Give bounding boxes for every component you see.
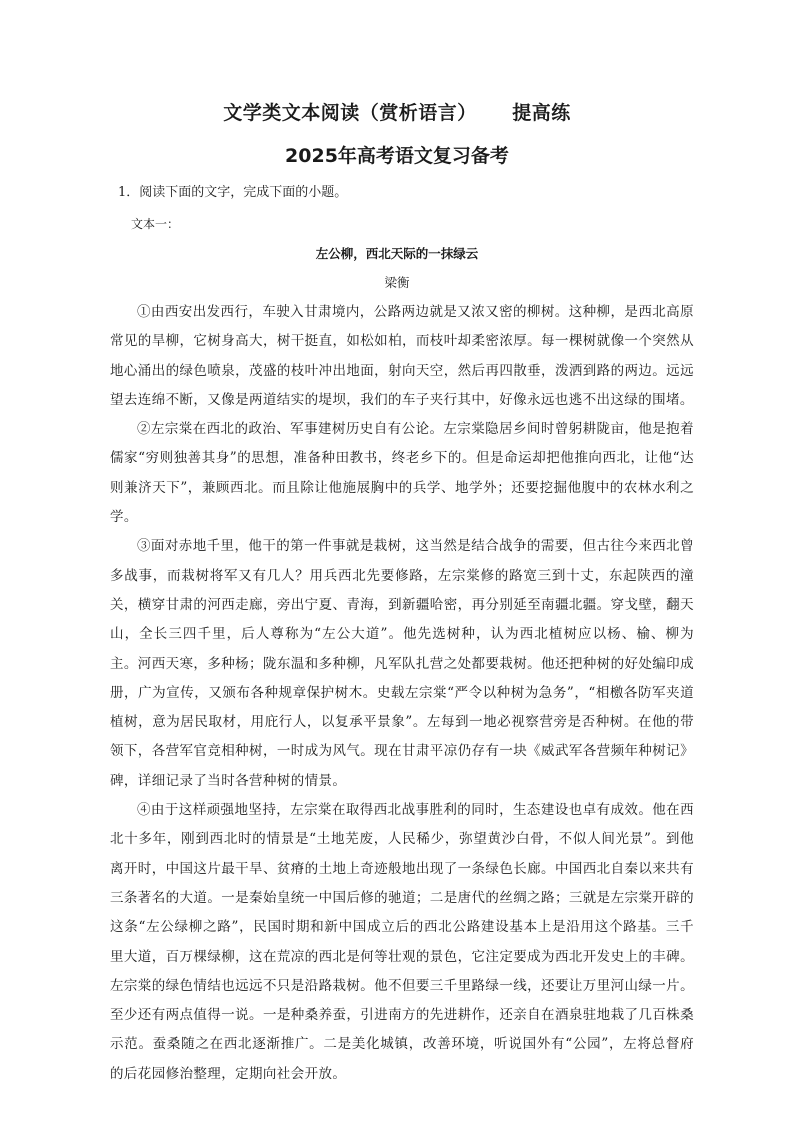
paragraph-2: ②左宗棠在西北的政治、军事建树历史自有公论。左宗棠隐居乡间时曾躬耕陇亩，他是抱着儒家“穷则独善其身”的思想，准备种田教书，终老乡下的。但是命运却把他推向西北，让他“达则兼济天下”，兼顾西北。而且除让他施展胸中的兵学、地学外；还要挖掘他腹中的农林水利之学。 [110, 421, 694, 526]
document-subtitle: 2025年高考语文复习备考 [285, 145, 509, 167]
article-author: 梁衡 [384, 275, 410, 290]
paragraph-1: ①由西安出发西行，车驶入甘肃境内，公路两边就是又浓又密的柳树。这种柳，是西北高原常见的旱柳，它树身高大，树干挺直，如松如柏，而枝叶却柔密浓厚。每一棵树就像一个突然从地心涌出的绿色喷泉，茂盛的枝叶冲出地面，射向天空，然后再四散垂，泼洒到路的两边。远远望去连绵不断，又像是两道结实的堤坝，我们的车子夹行其中，好像永远也逃不出这绿的围堵。 [110, 304, 694, 408]
question-prompt: 1．阅读下面的文字，完成下面的小题。 [118, 185, 348, 200]
article-body [110, 298, 694, 1089]
text-label: 文本一： [131, 217, 180, 231]
article-title: 左公柳，西北天际的一抹绿云 [315, 246, 479, 261]
paragraph-4: ④由于这样顽强地坚持，左宗棠在取得西北战事胜利的同时，生态建设也卓有成效。他在西北十多年，刚到西北时的情景是“土地芜废，人民稀少，弥望黄沙白骨，不似人间光景”。到他离开时，中国这片最干旱、贫瘠的土地上奇迹般地出现了一条绿色长廊。中国西北自秦以来共有三条著名的大道。一是秦始皇统一中国后修的驰道；二是唐代的丝绸之路；三就是左宗棠开辟的这条“左公绿柳之路”，民国时期和新中国成立后的西北公路建设基本上是沿用这个路基。三千里大道，百万棵绿柳，这在荒凉的西北是何等壮观的景色，它注定要成为西北开发史上的丰碑。左宗棠的绿色情结也远远不只是沿路栽树。他不但要三千里路绿一线，还要让万里河山绿一片。至少还有两点值得一说。一是种桑养蚕，引进南方的先进耕作，还亲自在酒泉驻地栽了几百株桑示范。蚕桑随之在西北逐渐推广。二是美化城镇，改善环境，听说国外有“公园”，左将总督府的后花园修治整理，定期向社会开放。 [110, 802, 694, 1082]
document-title: 文学类文本阅读（赏析语言） 提高练 [223, 102, 571, 124]
paragraph-3: ③面对赤地千里，他干的第一件事就是栽树，这当然是结合战争的需要，但古往今来西北曾多战事，而栽树将军又有几人？用兵西北先要修路，左宗棠修的路宽三到十丈，东起陕西的潼关，横穿甘肃的河西走廊，旁出宁夏、青海，到新疆哈密，再分别延至南疆北疆。穿戈壁，翻天山，全长三四千里，后人尊称为“左公大道”。他先选树种，认为西北植树应以杨、榆、柳为主。河西天寒，多种杨；陇东温和多种柳，凡军队扎营之处都要栽树。他还把种树的好处编印成册，广为宣传，又颁布各种规章保护树木。史载左宗棠“严令以种树为急务”，“相檄各防军夹道植树，意为居民取材，用庇行人，以复承平景象”。左每到一地必视察营旁是否种树。在他的带领下，各营军官竞相种树，一时成为风气。现在甘肃平凉仍存有一块《威武军各营频年种树记》碑，详细记录了当时各营种树的情景。 [110, 538, 694, 789]
